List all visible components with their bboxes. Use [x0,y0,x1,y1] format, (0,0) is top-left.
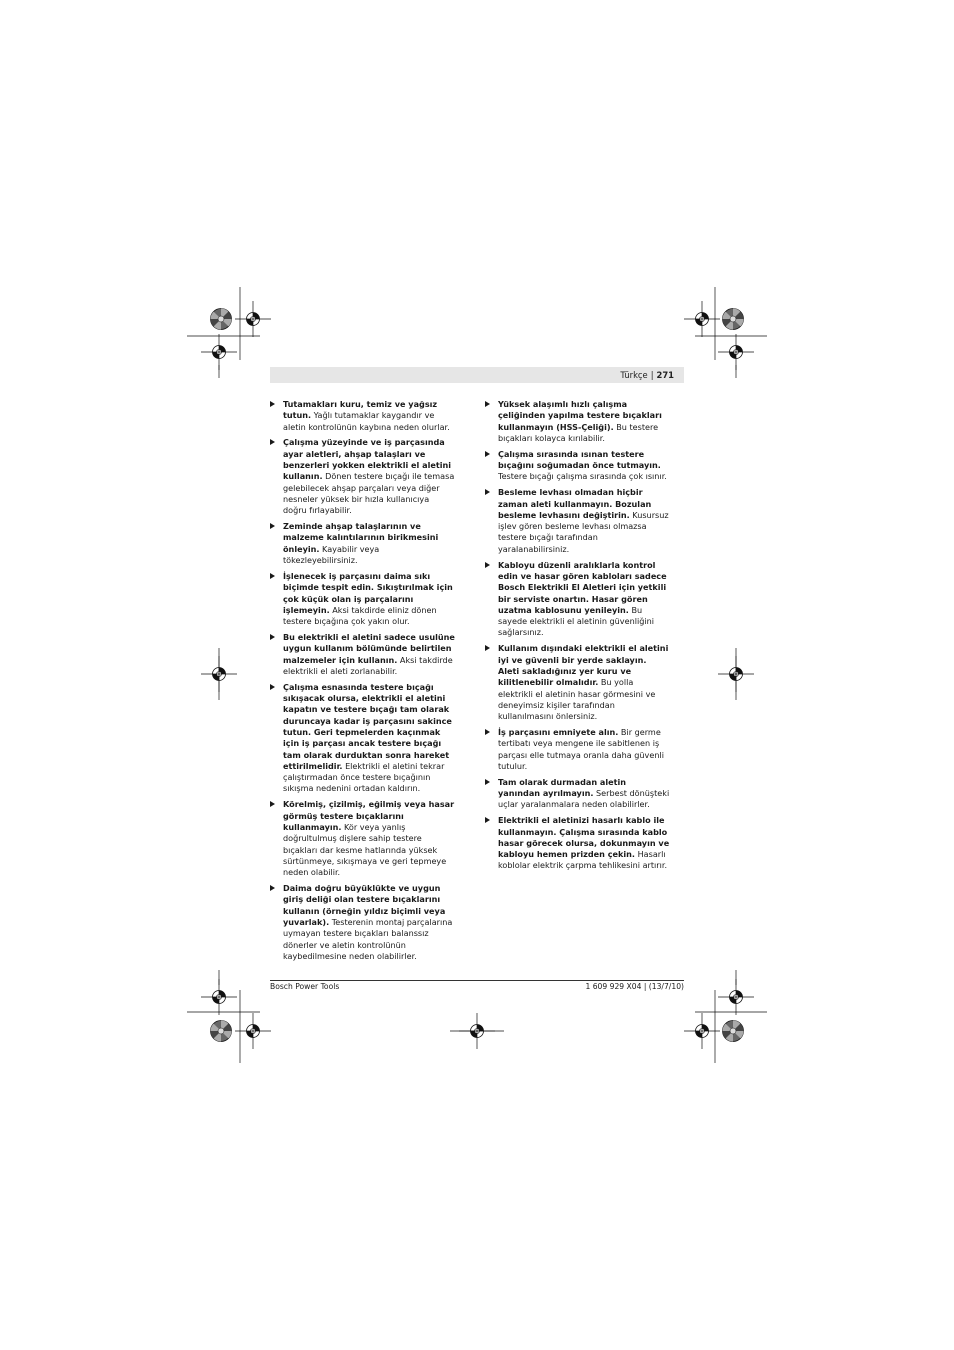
registration-target-icon [201,334,237,370]
list-item [485,727,670,772]
warning-heading: Çalışma sırasında ısınan testere bıçağını soğumadan önce tutmayın. [498,448,661,471]
warning-heading: İş parçasını emniyete alın. [498,726,619,737]
bullet-triangle-icon [270,634,275,640]
warning-explanation: Dönen testere bıçağı ile temasa gelebilecek ahşap parçaları veya diğer nesneler yüksek bir hızla kullanıcıya doğru fırlayabilir. [283,471,455,516]
bullet-triangle-icon [485,489,490,495]
warning-heading: Besleme levhası olmadan hiçbir zaman aleti kullanmayın. Bozulan besleme levhasını değiştirin. [498,487,652,520]
warning-explanation: Hasarlı koblolar elektrik çarpma tehlikesini artırır. [498,849,668,871]
warning-heading: İşlenecek iş parçasını daima sıkı biçimde tespit edin. Sıkıştırılmak için çok küçük olan iş parçalarını işlemeyin. [283,570,453,615]
registration-target-icon [235,301,271,337]
warning-explanation: Yağlı tutamaklar kaygandır ve aletin kontrolünün kaybına neden olurlar. [283,410,450,432]
page-header [620,369,674,381]
warning-explanation: Testere bıçağı çalışma sırasında çok ısınır. [498,471,667,482]
bullet-triangle-icon [485,562,490,568]
bullet-triangle-icon [270,439,275,445]
list-item [270,682,455,795]
warning-heading: Yüksek alaşımlı hızlı çalışma çeliğinden yapılma testere bıçakları kullanmayın (HSS-Çeliği). [498,399,662,432]
bullet-triangle-icon [270,684,275,690]
right-column [485,399,670,876]
header-separator: | [650,370,654,380]
list-item [485,815,670,871]
warning-heading: Zeminde ahşap talaşlarının ve malzeme kalıntılarının birikmesini önleyin. [283,521,439,554]
bullet-triangle-icon [270,401,275,407]
warning-heading: Çalışma esnasında testere bıçağı sıkışacak olursa, elektrikli el aletini kapatın ve testere bıçağı tam olarak duruncaya kadar iş parçasını sakince tutun. Geri tepmelerden kaçınmak için iş parçası ancak testere bıçağı tam olarak durduktan sonra hareket ettirilmelidir. [283,681,452,771]
bullet-triangle-icon [485,401,490,407]
warning-explanation: Elektrikli el aletini tekrar çalıştırmadan önce testere bıçağının sıkışma nedenini ortadan kaldırın. [283,760,445,794]
warning-heading: Körelmiş, çizilmiş, eğilmiş veya hasar görmüş testere bıçaklarını kullanmayın. [283,799,455,832]
list-item [270,399,455,433]
list-item [270,799,455,878]
list-item [485,399,670,444]
bullet-triangle-icon [485,729,490,735]
list-item [270,521,455,566]
registration-target-icon [235,1013,271,1049]
warning-heading: Bu elektrikli el aletini sadece usulüne uygun kullanım bölümünde belirtilen malzemeler için kullanın. [283,632,455,665]
page-number: 271 [656,370,674,380]
list-item [485,777,670,811]
list-item [270,632,455,677]
registration-target-icon [684,1013,720,1049]
list-item [270,437,455,516]
warning-explanation: Bu sayede elektrikli el aletinin güvenliğini sağlarsınız. [498,604,654,638]
footer-document-id: 1 609 929 X04 | (13/7/10) [585,982,684,991]
warning-heading: Çalışma yüzeyinde ve iş parçasında ayar aletleri, ahşap talaşları ve benzerleri yokken elektrikli el aletini kullanın. [283,437,452,482]
header-language: Türkçe [620,370,648,380]
bullet-triangle-icon [270,573,275,579]
warning-heading: Kabloyu düzenli aralıklarla kontrol edin ve hasar gören kabloları sadece Bosch Elektrikli El Aletleri için yetkili bir serviste onartın. Hasar gören uzatma kablosunu yenileyin. [498,559,667,615]
warning-explanation: Bu yolla elektrikli el aletinin hasar görmesini ve deneyimsiz kişiler tarafından kullanılmasını önlersiniz. [498,677,656,722]
warning-explanation: Kör veya yanlış doğrultulmuş dişlere sahip testere bıçakları dar kesme hatlarında yüksek sürtünmeye, sıkışmaya ve geri tepmeye neden olabilir. [283,821,447,878]
warning-heading: Kullanım dışındaki elektrikli el aletini iyi ve güvenli bir yerde saklayın. Aleti sakladığınız yer kuru ve kilitlenebilir olmalıdır. [498,643,669,688]
warning-explanation: Kayabilir veya tökezleyebilirsiniz. [283,543,380,566]
color-wheel-icon [211,1021,232,1042]
warning-heading: Tam olarak durmadan aletin yanından ayrılmayın. [498,776,627,799]
left-column [270,399,455,967]
warning-heading: Elektrikli el aletinizi hasarlı kablo ile kullanmayın. Çalışma sırasında kablo hasar görecek olursa, dokunmayın ve kabloyu hemen prizden çekin. [498,815,670,860]
warning-explanation: Bir germe tertibatı veya mengene ile sabitlenen iş parçası elle tutmaya oranla daha güvenli tutulur. [498,726,664,771]
warning-heading: Tutamakları kuru, temiz ve yağsız tutun. [283,399,438,421]
warning-explanation: Aksi takdirde eliniz dönen testere bıçağına çok yakın olur. [283,604,437,627]
registration-target-icon [684,301,720,337]
warning-explanation: Kusursuz işlev gören besleme levhası olmazsa testere bıçağı tarafından yaralanabilirsiniz. [498,509,669,554]
registration-target-icon [718,334,754,370]
bullet-triangle-icon [270,801,275,807]
color-wheel-icon [211,309,232,330]
color-wheel-icon [723,309,744,330]
footer-publisher: Bosch Power Tools [270,982,340,991]
bullet-triangle-icon [485,817,490,823]
warning-explanation: Aksi takdirde elektrikli el aleti zorlanabilir. [283,654,453,676]
list-item [485,560,670,639]
warning-explanation: Bu testere bıçakları kolayca kırılabilir. [498,421,659,443]
bullet-triangle-icon [485,779,490,785]
list-item [270,571,455,627]
bullet-triangle-icon [270,885,275,891]
warning-explanation: Serbest dönüşteki uçlar yaralanmalara neden olabilirler. [498,788,670,810]
warning-heading: Daima doğru büyüklükte ve uygun giriş deliği olan testere bıçaklarını kullanın (örneğin yıldız biçimli veya yuvarlak). [283,883,446,927]
footer-rule [270,980,684,981]
bullet-triangle-icon [485,451,490,457]
color-wheel-icon [723,1021,744,1042]
list-item [485,449,670,483]
list-item [270,883,455,962]
list-item [485,487,670,555]
list-item [485,643,670,722]
bullet-triangle-icon [485,645,490,651]
bullet-triangle-icon [270,523,275,529]
page-header-bar [270,367,684,383]
warning-explanation: Testerenin montaj parçalarına uymayan testere bıçakları balanssız dönerler ve aletin kontrolünün kaybedilmesine neden olabilirler. [283,916,453,961]
